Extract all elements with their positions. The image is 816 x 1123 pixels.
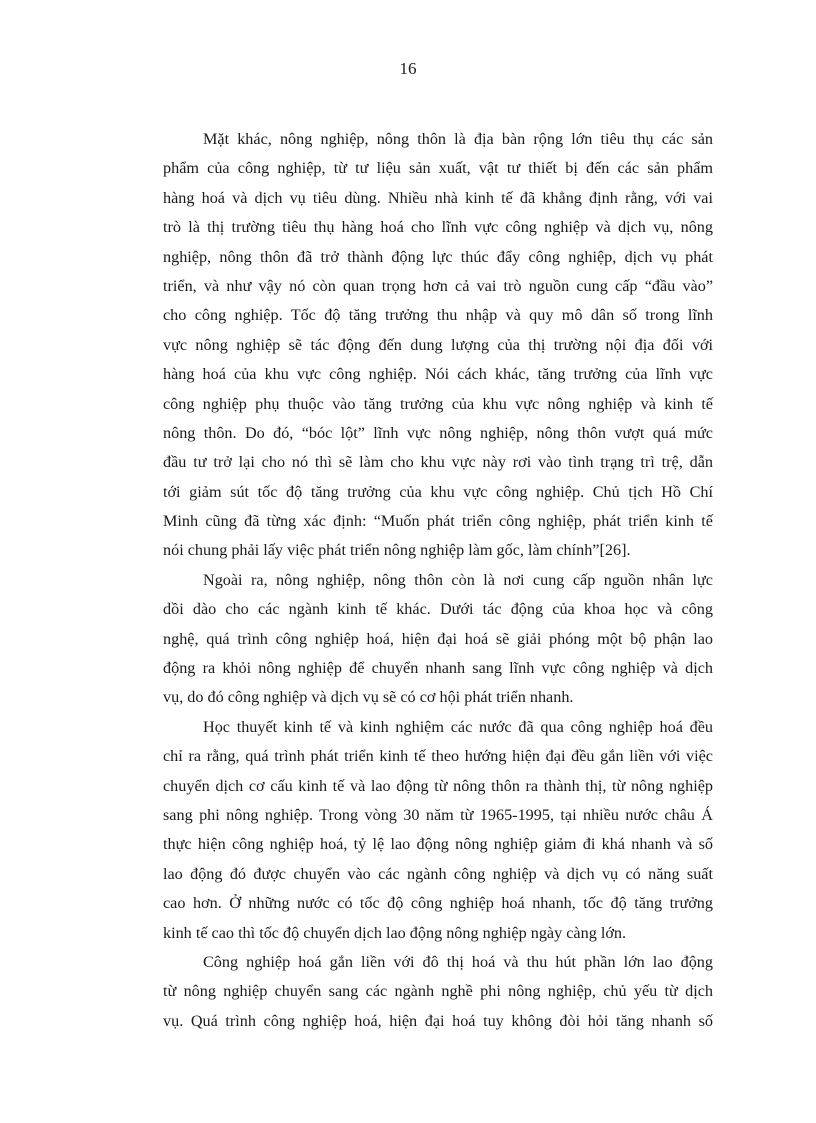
- text-line: động ra khỏi nông nghiệp để chuyển nhanh sang lĩnh vực công nghiệp và dịch: [163, 659, 713, 678]
- text-line: hàng hoá và dịch vụ tiêu dùng. Nhiều nhà kinh tế đã khẳng định rằng, với vai: [163, 188, 713, 207]
- text-line: cao hơn. Ở những nước có tốc độ công nghiệp hoá nhanh, tốc độ tăng trưởng: [163, 894, 713, 913]
- text-line: công nghiệp phụ thuộc vào tăng trưởng của khu vực nông nghiệp và kinh tế: [163, 394, 713, 413]
- paragraph: [163, 566, 713, 713]
- text-line: nói chung phải lấy việc phát triển nông nghiệp làm gốc, làm chính”[26].: [163, 541, 631, 560]
- text-line: hàng hoá của khu vực công nghiệp. Nói cách khác, tăng trưởng của lĩnh vực: [163, 365, 713, 384]
- text-line: phẩm của công nghiệp, từ tư liệu sản xuất, vật tư thiết bị đến các sản phẩm: [163, 159, 713, 178]
- text-line: nghệ, quá trình công nghiệp hoá, hiện đại hoá sẽ giải phóng một bộ phận lao: [163, 629, 713, 648]
- text-line: cho công nghiệp. Tốc độ tăng trưởng thu nhập và quy mô dân số trong lĩnh: [163, 306, 713, 325]
- text-line: chỉ ra rằng, quá trình phát triển kinh tế theo hướng hiện đại đều gắn liền với việc: [163, 747, 713, 766]
- text-line: nghiệp, nông thôn đã trở thành động lực thúc đẩy công nghiệp, dịch vụ phát: [163, 247, 713, 266]
- document-body: [163, 125, 713, 1036]
- text-line: từ nông nghiệp chuyển sang các ngành nghề phi nông nghiệp, chủ yếu từ dịch: [163, 982, 713, 1001]
- text-line: trò là thị trường tiêu thụ hàng hoá cho lĩnh vực công nghiệp và dịch vụ, nông: [163, 218, 713, 237]
- text-line: đầu tư trở lại cho nó thì sẽ làm cho khu vực này rơi vào tình trạng trì trệ, dẫn: [163, 453, 713, 472]
- text-line: Học thuyết kinh tế và kinh nghiệm các nước đã qua công nghiệp hoá đều: [203, 717, 713, 736]
- text-line: triển, và như vậy nó còn quan trọng hơn cả vai trò nguồn cung cấp “đầu vào”: [163, 276, 713, 295]
- text-line: vụ, do đó công nghiệp và dịch vụ sẽ có cơ hội phát triển nhanh.: [163, 688, 574, 707]
- text-line: chuyển dịch cơ cấu kinh tế và lao động từ nông thôn ra thành thị, từ nông nghiệp: [163, 776, 713, 795]
- text-line: lao động đó được chuyển vào các ngành công nghiệp và dịch vụ có năng suất: [163, 864, 713, 883]
- text-line: dồi dào cho các ngành kinh tế khác. Dưới tác động của khoa học và công: [163, 600, 713, 619]
- text-line: Công nghiệp hoá gắn liền với đô thị hoá và thu hút phần lớn lao động: [203, 952, 713, 971]
- text-line: sang phi nông nghiệp. Trong vòng 30 năm từ 1965-1995, tại nhiều nước châu Á: [163, 805, 713, 824]
- text-line: tới giảm sút tốc độ tăng trưởng của khu vực công nghiệp. Chủ tịch Hồ Chí: [163, 482, 713, 501]
- paragraph: [163, 125, 713, 566]
- text-line: vụ. Quá trình công nghiệp hoá, hiện đại hoá tuy không đòi hỏi tăng nhanh số: [163, 1011, 713, 1030]
- paragraph: [163, 948, 713, 1036]
- text-line: Ngoài ra, nông nghiệp, nông thôn còn là nơi cung cấp nguồn nhân lực: [203, 570, 713, 589]
- text-line: Mặt khác, nông nghiệp, nông thôn là địa bàn rộng lớn tiêu thụ các sản: [203, 130, 713, 148]
- text-line: vực nông nghiệp sẽ tác động đến dung lượng của thị trường nội địa đối với: [163, 335, 713, 354]
- text-line: kinh tế cao thì tốc độ chuyển dịch lao động nông nghiệp ngày càng lớn.: [163, 923, 627, 942]
- text-line: thực hiện công nghiệp hoá, tỷ lệ lao động nông nghiệp giảm đi khá nhanh và số: [163, 835, 713, 854]
- paragraph: [163, 713, 713, 948]
- text-line: nông thôn. Do đó, “bóc lột” lĩnh vực nông nghiệp, nông thôn vượt quá mức: [163, 423, 713, 442]
- text-line: Minh cũng đã từng xác định: “Muốn phát triển công nghiệp, phát triển kinh tế: [163, 512, 713, 531]
- page-number: 16: [399, 59, 417, 78]
